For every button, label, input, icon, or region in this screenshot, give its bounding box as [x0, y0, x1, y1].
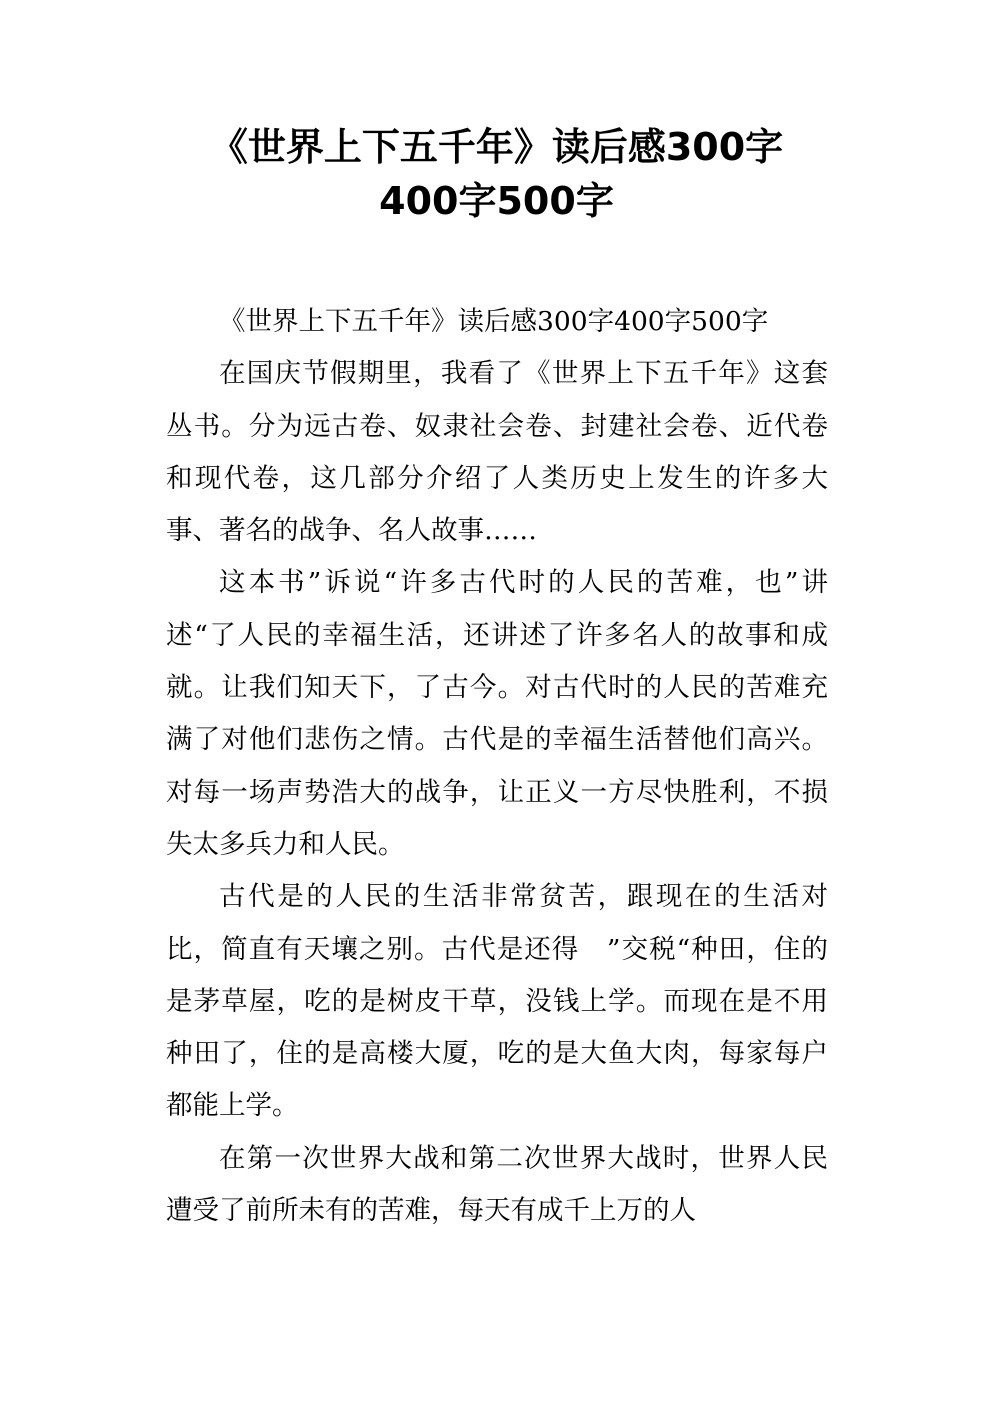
document-title	[120, 120, 873, 228]
paragraph-3: 这本书”诉说“许多古代时的人民的苦难，也”讲述“了人民的幸福生活，还讲述了许多名人的故事和成就。让我们知天下，了古今。对古代时的人民的苦难充满了对他们悲伤之情。古代是的幸福生活替他们高兴。对每一场声势浩大的战争，让正义一方尽快胜利，不损失太多兵力和人民。	[166, 567, 828, 860]
paragraph-5: 在第一次世界大战和第二次世界大战时，世界人民遭受了前所未有的苦难，每天有成千上万的人	[166, 1142, 828, 1227]
document-body	[166, 296, 828, 1237]
title-line-2: 400字500字	[379, 179, 614, 223]
paragraph-1: 《世界上下五千年》读后感300字400字500字	[219, 306, 769, 337]
paragraph-4: 古代是的人民的生活非常贫苦，跟现在的生活对比，简直有天壤之别。古代是还得 ”交税“种田，住的是茅草屋，吃的是树皮干草，没钱上学。而现在是不用种田了，住的是高楼大厦，吃的是大鱼大肉，每家每户都能上学。	[166, 881, 828, 1122]
paragraph-2: 在国庆节假期里，我看了《世界上下五千年》这套丛书。分为远古卷、奴隶社会卷、封建社会卷、近代卷和现代卷，这几部分介绍了人类历史上发生的许多大事、著名的战争、名人故事……	[166, 358, 828, 547]
title-line-1: 《世界上下五千年》读后感300字	[209, 125, 784, 169]
